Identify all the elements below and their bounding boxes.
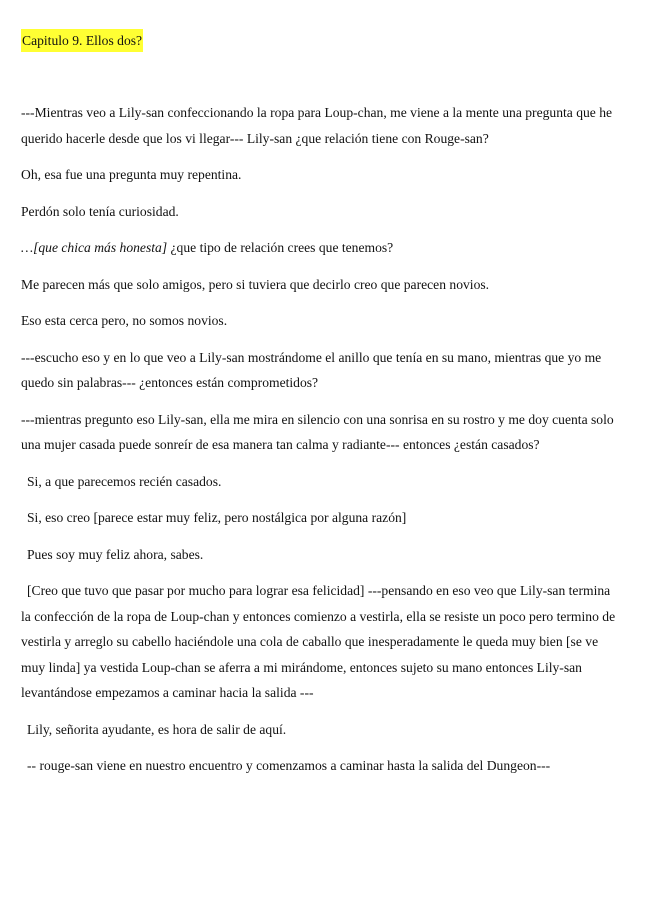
paragraph-4	[21, 235, 621, 261]
paragraph-4-rest: ¿que tipo de relación crees que tenemos?	[167, 240, 394, 255]
paragraph-2: Oh, esa fue una pregunta muy repentina.	[21, 167, 242, 182]
paragraph-1: ---Mientras veo a Lily-san confeccionando la ropa para Loup-chan, me viene a la mente una pregunta que he querido hacerle desde que los vi llegar--- Lily-san ¿que relación tiene con Rouge-san?	[21, 105, 613, 146]
paragraph-5: Me parecen más que solo amigos, pero si tuviera que decirlo creo que parecen novios.	[21, 276, 490, 292]
document-page	[21, 28, 621, 790]
paragraph-14: -- rouge-san viene en nuestro encuentro y comenzamos a caminar hasta la salida del Dungeon---	[27, 758, 551, 773]
paragraph-7: ---escucho eso y en lo que veo a Lily-san mostrándome el anillo que tenía en su mano, mientras que yo me quedo sin palabras--- ¿entonces están comprometidos?	[21, 349, 602, 390]
paragraph-4-italic: …[que chica más honesta]	[21, 240, 168, 255]
paragraph-13: Lily, señorita ayudante, es hora de salir de aquí.	[27, 721, 287, 737]
paragraph-12: [Creo que tuvo que pasar por mucho para lograr esa felicidad] ---pensando en eso veo que Lily-san termina la confección de la ropa de Loup-chan y entonces comienzo a vestirla, ella se resiste un poco pero termino de vestirla y arreglo su cabello haciéndole una cola de caballo que inesperadamente le queda muy bien [se ve muy linda] ya vestida Loup-chan se aferra a mi mirándome, entonces sujeto su mano entonces Lily-san levantándose empezamos a caminar hacia la salida ---	[21, 583, 616, 700]
chapter-title: Capitulo 9. Ellos dos?	[21, 29, 143, 52]
paragraph-8: ---mientras pregunto eso Lily-san, ella me mira en silencio con una sonrisa en su rostro y me doy cuenta solo una mujer casada puede sonreír de esa manera tan calma y radiante--- entonces ¿están casados?	[21, 411, 614, 452]
paragraph-6: Eso esta cerca pero, no somos novios.	[21, 313, 228, 328]
paragraph-10: Si, eso creo [parece estar muy feliz, pero nostálgica por alguna razón]	[27, 510, 407, 525]
paragraph-9: Si, a que parecemos recién casados.	[27, 473, 222, 489]
paragraph-11: Pues soy muy feliz ahora, sabes.	[27, 546, 204, 562]
paragraph-3: Perdón solo tenía curiosidad.	[21, 203, 179, 219]
